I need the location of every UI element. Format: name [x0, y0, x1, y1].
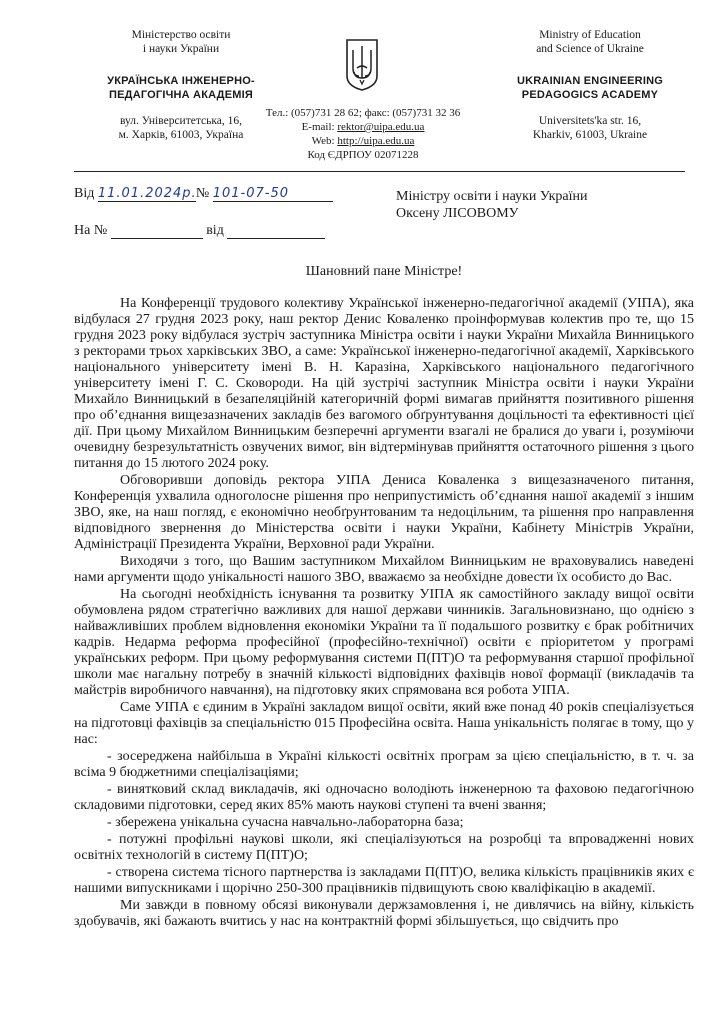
- addressee-line-1: Міністру освіти і науки України: [396, 189, 588, 204]
- web-link[interactable]: http://uipa.edu.ua: [337, 135, 415, 147]
- list-item: - збережена унікальна сучасна навчально-лабораторна база;: [107, 815, 464, 830]
- paragraph: Саме УІПА є єдиним в Україні закладом вищої освіти, який вже понад 40 років спеціалізується на підготовці фахівців за спеціальністю 015 Професійна освіта. Наша унікальність полягає в тому, що у нас:: [74, 700, 694, 747]
- ref-from-label: від: [206, 223, 224, 238]
- en-ministry-line-2: and Science of Ukraine: [536, 43, 644, 55]
- ua-academy-line-2: ПЕДАГОГІЧНА АКАДЕМІЯ: [109, 89, 253, 101]
- email-label: E-mail:: [301, 121, 338, 133]
- handwritten-number: 101-07-50: [212, 186, 289, 201]
- paragraph: На сьогодні необхідність існування та розвитку УІПА як самостійного закладу вищої освіти обумовлена рядом стратегічно важливих для нашої держави чинників. Загальновизнано, що однією з найважливіших проблем відновлення економіки України та її подальшого розвитку є брак робітничих кадрів. Недарма реформа професійної (професійно-технічної) освіти є пріоритетом у програмі українських реформ. При цьому реформування системи П(ПТ)О та реформування старшої профільної школи має нагальну потребу в значній кількості відповідних фахівців нової формації (викладачів та майстрів виробничого навчання), на підготовку яких спрямована вся робота УІПА.: [74, 587, 694, 698]
- en-address-line-2: Kharkiv, 61003, Ukraine: [532, 129, 648, 141]
- contacts-block: [238, 106, 488, 162]
- list-item: - винятковий склад викладачів, які одночасно володіють інженерною та фаховою педагогічною складовими підготовки, серед яких 85% мають наукові ступені та вчені звання;: [74, 782, 694, 813]
- paragraph: Виходячи з того, що Вашим заступником Михайлом Винницьким не враховувались наведені нами аргументи щодо унікальності нашого ЗВО, вважаємо за необхідне довести їх особисто до Вас.: [74, 554, 694, 585]
- ua-ministry-line-2: і науки України: [142, 43, 220, 55]
- ua-ministry-line-1: Міністерство освіти: [131, 29, 231, 41]
- paragraph: На Конференції трудового колективу Української інженерно-педагогічної академії (УІПА), яка відбулася 27 грудня 2023 року, наш ректор Денис Коваленко проінформував колектив про те, що 15 грудня 2023 року відбулася зустріч заступника Міністра освіти і науки України Михайла Винницького з ректорами трьох харківських ЗВО, а саме: Української інженерно-педагогічної академії, Харківського національного університету імені В. Н. Каразіна, Харківського національного педагогічного університету імені Г. С. Сковороди. На цій зустрічі заступник Міністра освіти і науки України Михайло Винницький в безапеляційній категоричній формі вимагав прийняття позитивного рішення про об’єднання вищезазначених закладів без вагомого обґрунтування доцільності та ефективності цієї дії. При цьому Михайлом Винницьким безперечні аргументи взагалі не бралися до уваги і, розуміючи очевидну безрезультатність озвучених вимог, він відтермінував прийняття остаточного рішення з цього питання до 15 лютого 2024 року.: [74, 296, 694, 471]
- handwritten-date: 11.01.2024р.: [97, 186, 197, 201]
- ua-address-line-2: м. Харків, 61003, Україна: [118, 129, 244, 141]
- list-item: - створена система тісного партнерства із закладами П(ПТ)О, велика кількість працівників яких є нашими випускниками і щорічно 250-300 працівників підвищують свою кваліфікацію в академії.: [74, 865, 694, 896]
- addressee-line-2: Оксену ЛІСОВОМУ: [396, 206, 519, 221]
- edrpou-code: Код ЄДРПОУ 02071228: [307, 149, 419, 161]
- phone-fax: Тел.: (057)731 28 62; факс: (057)731 32 36: [265, 107, 461, 119]
- list-item: - зосереджена найбільша в Україні кількості освітніх програм за цією спеціальністю, в т. ч. за всіма 9 бюджетними спеціалізаціями;: [74, 749, 694, 780]
- trident-coat-of-arms-icon: [345, 38, 379, 92]
- en-academy-line-2: PEDAGOGICS ACADEMY: [521, 89, 659, 101]
- en-ministry-line-1: Ministry of Education: [539, 29, 641, 41]
- ua-academy-line-1: УКРАЇНСЬКА ІНЖЕНЕРНО-: [107, 75, 255, 87]
- ref-number-label: На №: [74, 223, 108, 238]
- paragraph: Обговоривши доповідь ректора УІПА Дениса Коваленка з вищезазначеного питання, Конференція ухвалила одноголосне рішення про неприпустимість об’єднання нашої академії з іншим ЗВО, яке, на наш погляд, є економічно необґрунтованим та недоцільним, та рішення про направлення відповідного звернення до Міністерства освіти і науки України, Кабінету Міністрів України, Адміністрації Президента України, Верховної ради України.: [74, 473, 694, 552]
- en-address-line-1: Universitets'ka str. 16,: [538, 115, 642, 127]
- header-divider: [74, 171, 685, 172]
- outgoing-registration: [74, 185, 364, 202]
- web-label: Web:: [311, 135, 338, 147]
- email-line: [238, 120, 488, 134]
- ua-address-line-1: вул. Університетська, 16,: [119, 115, 242, 127]
- closing-paragraph: Ми завжди в повному обсязі виконували держзамовлення і, не дивлячись на війну, кількість здобувачів, які бажають вчитись у нас на контрактній формі збільшується, що свідчить про: [74, 898, 694, 929]
- addressee: [396, 188, 696, 222]
- list-item: - потужні профільні наукові школи, які спеціалізуються на розробці та впровадженні нових освітніх технологій в систему П(ПТ)О;: [74, 832, 694, 863]
- en-academy-line-1: UKRAINIAN ENGINEERING: [517, 75, 663, 87]
- salutation: Шановний пане Міністре!: [305, 264, 463, 279]
- header-en-block: [475, 28, 705, 142]
- number-label: №: [195, 186, 210, 201]
- email-link[interactable]: rektor@uipa.edu.ua: [337, 121, 425, 133]
- web-line: [238, 134, 488, 148]
- reference-registration: [74, 222, 364, 239]
- letter-body: [74, 296, 694, 931]
- from-label: Від: [74, 186, 95, 201]
